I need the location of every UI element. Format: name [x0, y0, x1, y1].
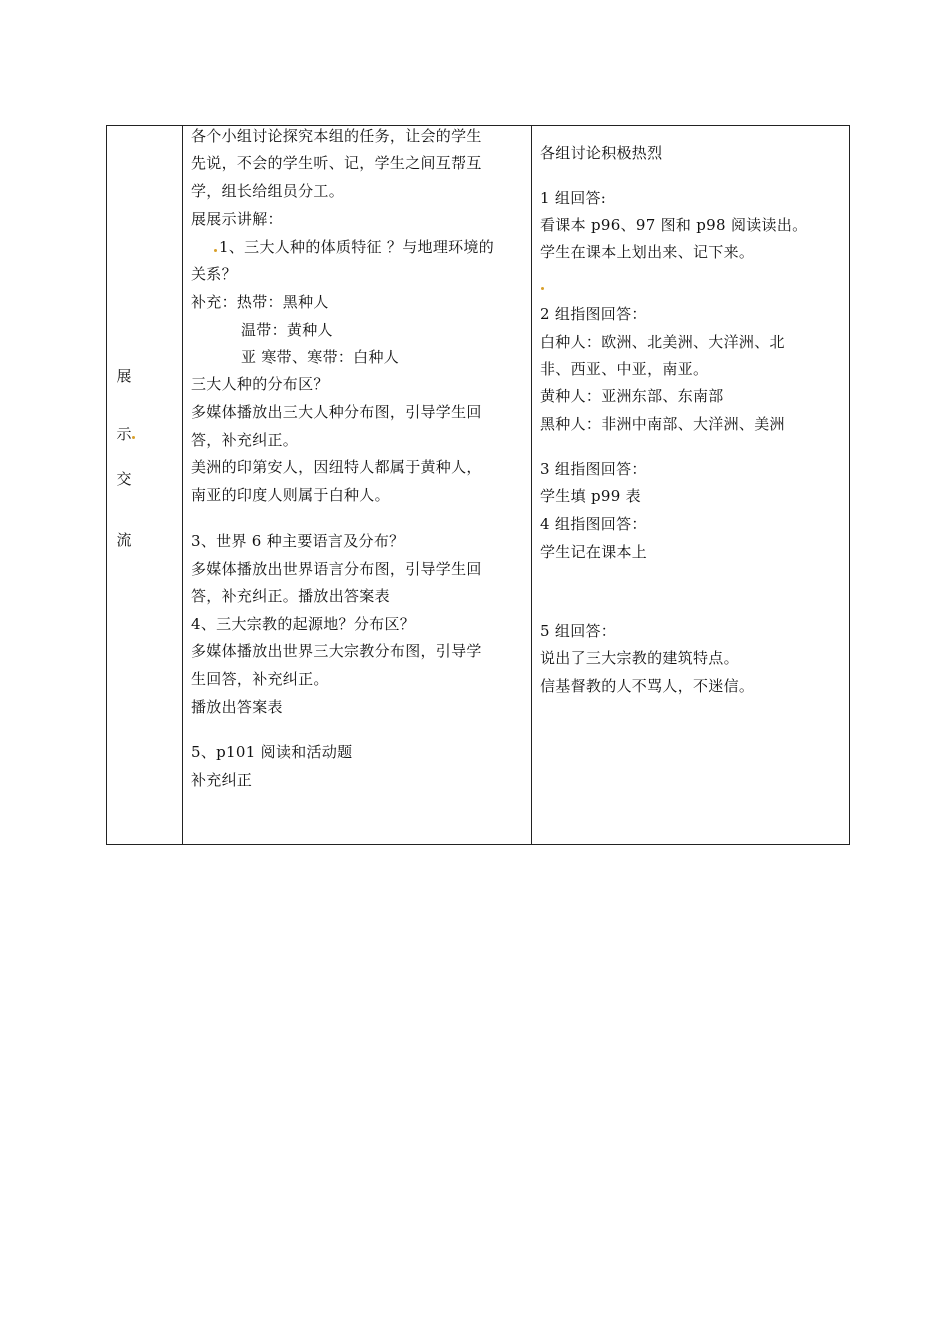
- student-activity-cell: [532, 126, 849, 844]
- text-line: 多媒体播放出世界语言分布图，引导学生回: [191, 560, 482, 578]
- section-label-char: 流: [116, 531, 132, 549]
- text-line: 学生填 p99 表: [540, 487, 641, 505]
- text-line: 非、西亚、中亚，南亚。: [540, 360, 709, 378]
- teacher-activity-cell: [183, 126, 532, 844]
- text-line: 2 组指图回答：: [540, 305, 647, 323]
- text-line: 生回答，补充纠正。: [191, 670, 329, 688]
- ink-speck: [541, 287, 544, 290]
- text-line: 信基督教的人不骂人，不迷信。: [540, 677, 755, 695]
- section-label-char: 展: [116, 367, 132, 385]
- text-line: 各个小组讨论探究本组的任务，让会的学生: [191, 127, 482, 145]
- text-line: 三大人种的分布区？: [191, 375, 329, 393]
- text-line: 多媒体播放出三大人种分布图，引导学生回: [191, 403, 482, 421]
- text-line: 看课本 p96、97 图和 p98 阅读读出。: [540, 216, 808, 234]
- text-line: 补充：热带：黑种人: [191, 293, 329, 311]
- section-label-cell: [107, 126, 183, 844]
- text-line: 5 组回答：: [540, 622, 617, 640]
- text-line: 先说，不会的学生听、记，学生之间互帮互: [191, 154, 482, 172]
- text-line: 3 组指图回答：: [540, 460, 647, 478]
- text-line: 学生记在课本上: [540, 543, 648, 561]
- text-line: 4 组指图回答：: [540, 515, 647, 533]
- text-line: 答，补充纠正。: [191, 431, 299, 449]
- text-line: 展展示讲解：: [191, 210, 283, 228]
- text-line: 美洲的印第安人，因纽特人都属于黄种人，: [191, 458, 482, 476]
- lesson-table: [106, 125, 850, 845]
- text-line: 4、三大宗教的起源地？分布区？: [191, 615, 416, 633]
- text-line: 多媒体播放出世界三大宗教分布图，引导学: [191, 642, 482, 660]
- text-line: 学，组长给组员分工。: [191, 182, 345, 200]
- text-line: 白种人：欧洲、北美洲、大洋洲、北: [540, 333, 785, 351]
- text-line: 5、p101 阅读和活动题: [191, 743, 353, 761]
- text-line: 补充纠正: [191, 771, 253, 789]
- text-line: 南亚的印度人则属于白种人。: [191, 486, 390, 504]
- text-line: 各组讨论积极热烈: [540, 144, 663, 162]
- text-line: 播放出答案表: [191, 698, 283, 716]
- text-line: 关系？: [191, 265, 237, 283]
- text-line: 学生在课本上划出来、记下来。: [540, 243, 755, 261]
- text-line: 黄种人：亚洲东部、东南部: [540, 387, 724, 405]
- text-line: 答，补充纠正。播放出答案表: [191, 587, 390, 605]
- ink-speck: [214, 249, 217, 252]
- text-line: 1 组回答:: [540, 189, 607, 207]
- text-line: 亚 寒带、寒带：白种人: [241, 348, 400, 366]
- ink-speck: [132, 436, 135, 439]
- text-line: 黑种人：非洲中南部、大洋洲、美洲: [540, 415, 785, 433]
- text-line: 说出了三大宗教的建筑特点。: [540, 649, 739, 667]
- text-line: 1、三大人种的体质特征 ？与地理环境的: [219, 238, 495, 256]
- text-line: 温带：黄种人: [241, 321, 333, 339]
- section-label-char: 示: [116, 425, 132, 443]
- text-line: 3、世界 6 种主要语言及分布？: [191, 532, 405, 550]
- section-label-char: 交: [116, 470, 132, 488]
